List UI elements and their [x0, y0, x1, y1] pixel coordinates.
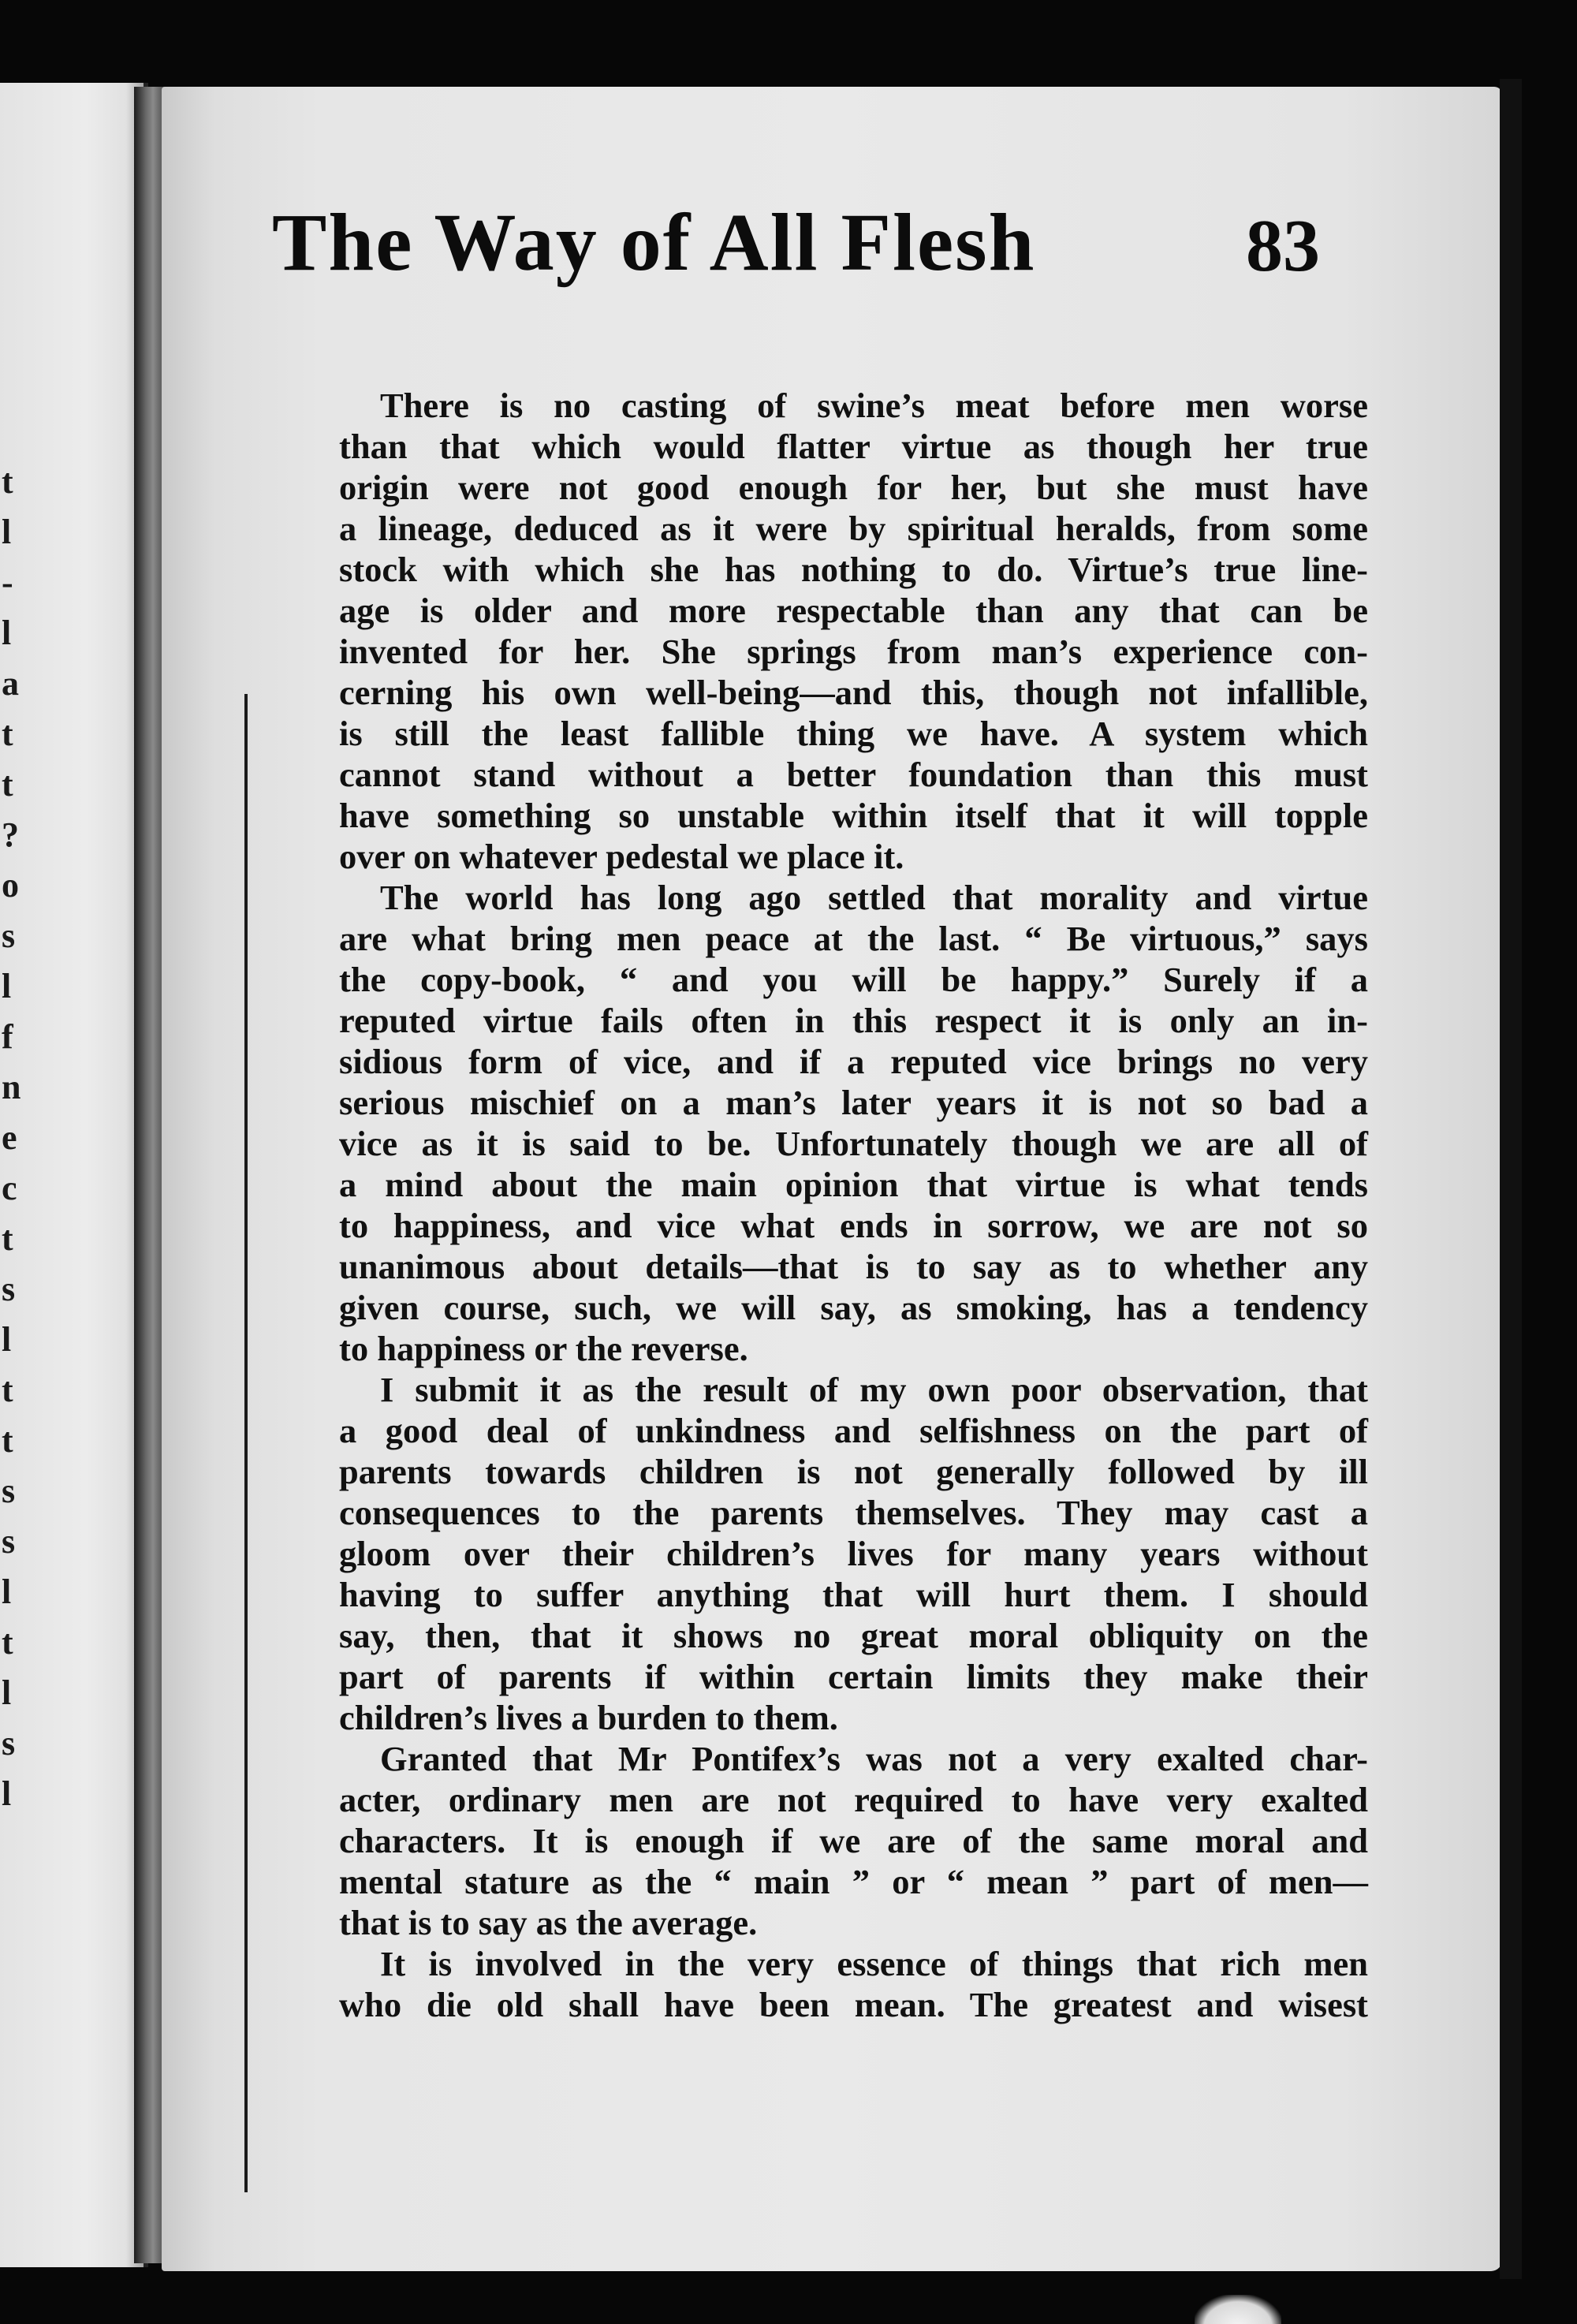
facing-page-char: t — [2, 1219, 13, 1258]
page-crease — [244, 694, 248, 2192]
text-line: serious mischief on a man’s later years it is not so bad a — [339, 1083, 1368, 1122]
text-line: consequences to the parents themselves. They may cast a — [339, 1493, 1368, 1532]
page-edge-shadow — [1500, 79, 1522, 2279]
facing-page-char: s — [2, 1724, 16, 1763]
facing-page-char: t — [2, 765, 13, 804]
text-line: say, then, that it shows no great moral obliquity on the — [339, 1616, 1368, 1655]
facing-page-char: - — [2, 563, 13, 602]
text-line: unanimous about details—that is to say as to whether any — [339, 1247, 1368, 1286]
facing-page-char: l — [2, 513, 12, 551]
text-line: gloom over their children’s lives for many years without — [339, 1534, 1368, 1573]
facing-page-char: s — [2, 1270, 16, 1308]
facing-page-char: ? — [2, 815, 19, 854]
facing-page-char: o — [2, 866, 19, 905]
text-line: having to suffer anything that will hurt them. I should — [339, 1575, 1368, 1614]
page-number: 83 — [1246, 205, 1320, 287]
text-line: It is involved in the very essence of things that rich men — [380, 1944, 1368, 1983]
text-line: over on whatever pedestal we place it. — [339, 837, 904, 876]
text-line: have something so unstable within itself that it will topple — [339, 796, 1368, 835]
facing-page-char: c — [2, 1169, 17, 1207]
text-line: a lineage, deduced as it were by spiritual heralds, from some — [339, 509, 1368, 548]
text-line: parents towards children is not generally followed by ill — [339, 1452, 1368, 1491]
facing-page-fragments — [0, 83, 24, 2267]
text-line: the copy-book, “ and you will be happy.” Surely if a — [339, 960, 1368, 999]
text-line: age is older and more respectable than any that can be — [339, 591, 1368, 630]
text-line: origin were not good enough for her, but she must have — [339, 468, 1368, 507]
text-line: acter, ordinary men are not required to have very exalted — [339, 1780, 1368, 1819]
text-line: a mind about the main opinion that virtue is what tends — [339, 1165, 1368, 1204]
running-header — [272, 196, 1376, 306]
text-line: characters. It is enough if we are of the same moral and — [339, 1821, 1368, 1860]
text-line: than that which would flatter virtue as though her true — [339, 427, 1368, 466]
facing-page-char: n — [2, 1068, 21, 1106]
body-text — [339, 385, 1368, 2025]
facing-page-char: s — [2, 1522, 16, 1561]
text-line: that is to say as the average. — [339, 1903, 758, 1942]
text-line: a good deal of unkindness and selfishness on the part of — [339, 1411, 1368, 1450]
facing-page-left — [0, 83, 148, 2267]
text-line: cerning his own well-being—and this, though not infallible, — [339, 673, 1368, 712]
text-line: children’s lives a burden to them. — [339, 1698, 838, 1737]
facing-page-char: l — [2, 1320, 12, 1359]
text-line: to happiness or the reverse. — [339, 1329, 748, 1368]
text-line: to happiness, and vice what ends in sorrow, we are not so — [339, 1206, 1368, 1245]
facing-page-char: l — [2, 1673, 12, 1712]
text-line: cannot stand without a better foundation than this must — [339, 755, 1368, 794]
text-line: who die old shall have been mean. The greatest and wisest — [339, 1985, 1368, 2024]
facing-page-char: t — [2, 462, 13, 501]
facing-page-char: l — [2, 614, 12, 652]
facing-page-char: e — [2, 1118, 17, 1157]
facing-page-char: s — [2, 916, 16, 955]
text-line: There is no casting of swine’s meat before men worse — [380, 386, 1368, 425]
facing-page-char: t — [2, 1421, 13, 1460]
text-line: is still the least fallible thing we have. A system which — [339, 714, 1368, 753]
text-line: mental stature as the “ main ” or “ mean ” part of men— — [339, 1862, 1368, 1901]
text-line: Granted that Mr Pontifex’s was not a very exalted char- — [380, 1739, 1368, 1778]
text-line: I submit it as the result of my own poor observation, that — [380, 1370, 1368, 1409]
book-page — [162, 87, 1502, 2271]
facing-page-char: t — [2, 1371, 13, 1409]
facing-page-char: l — [2, 1572, 12, 1611]
text-line: sidious form of vice, and if a reputed vice brings no very — [339, 1042, 1368, 1081]
text-line: invented for her. She springs from man’s experience con- — [339, 632, 1368, 671]
facing-page-char: t — [2, 714, 13, 753]
facing-page-char: t — [2, 1623, 13, 1662]
facing-page-char: f — [2, 1017, 13, 1056]
facing-page-char: l — [2, 967, 12, 1005]
page-smudge — [1195, 2295, 1281, 2324]
text-line: The world has long ago settled that morality and virtue — [380, 878, 1368, 917]
text-line: reputed virtue fails often in this respect it is only an in- — [339, 1001, 1368, 1040]
facing-page-char: s — [2, 1472, 16, 1510]
facing-page-char: a — [2, 664, 19, 703]
text-line: vice as it is said to be. Unfortunately though we are all of — [339, 1124, 1368, 1163]
text-line: are what bring men peace at the last. “ Be virtuous,” says — [339, 919, 1368, 958]
text-line: stock with which she has nothing to do. Virtue’s true line- — [339, 550, 1368, 589]
text-line: part of parents if within certain limits they make their — [339, 1657, 1368, 1696]
text-line: given course, such, we will say, as smoking, has a tendency — [339, 1288, 1368, 1327]
running-title: The Way of All Flesh — [272, 197, 1036, 288]
facing-page-char: l — [2, 1774, 12, 1813]
